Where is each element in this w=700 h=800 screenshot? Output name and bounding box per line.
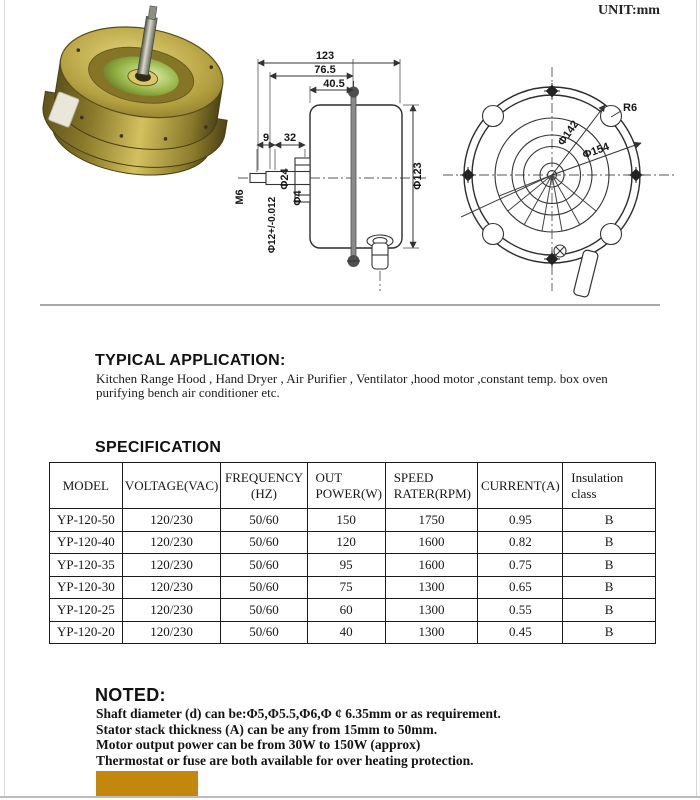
cell-voltage: 120/230 [122,621,221,644]
cell-out-power: 120 [307,531,385,554]
specification-heading: SPECIFICATION [95,439,222,456]
cell-frequency: 50/60 [221,509,307,532]
cable-exit-tab [573,249,599,297]
unit-label: UNIT:mm [598,3,660,18]
cell-frequency: 50/60 [221,531,307,554]
cell-current: 0.95 [478,509,563,532]
col-header-insulation: Insulation class [563,463,656,509]
note-line: Thermostat or fuse are both available for over heating protection. [96,752,474,768]
motor-body-group [35,0,243,187]
footer-color-block [96,771,198,797]
table-row [50,554,656,577]
cell-insulation: B [563,531,656,554]
cell-frequency: 50/60 [221,554,307,577]
dim-9-label: 9 [262,132,270,144]
note-line: Stator stack thickness (A) can be any from 15mm to 50mm. [96,721,438,737]
cell-speed: 1300 [385,576,478,599]
cell-current: 0.82 [478,531,563,554]
cell-current: 0.75 [478,554,563,577]
table-row [50,509,656,532]
note-line: Motor output power can be from 30W to 150W (approx) [96,737,421,752]
col-header-speed: SPEED RATER(RPM) [385,463,478,509]
col-header-current: CURRENT(A) [478,463,563,509]
screw-symbol [554,245,566,257]
cell-current: 0.45 [478,621,563,644]
noted-text [96,706,576,768]
cell-frequency: 50/60 [221,621,307,644]
typical-application-heading: TYPICAL APPLICATION: [95,352,286,369]
label-phi142: Φ142 [555,118,582,148]
motor-product-photo [28,10,258,190]
radial-spokes [461,175,596,231]
dim-40-5-label: 40.5 [323,78,345,90]
cell-model: YP-120-25 [50,599,123,622]
typical-application-line1: Kitchen Range Hood , Hand Dryer , Air Purifier , Ventilator ,hood motor ,constant temp. box oven [96,371,608,386]
typical-application-line2: purifying bench air conditioner etc. [96,384,280,400]
note-line: Shaft diameter (d) can be:Φ5,Φ5.5,Φ6,Φ ¢ 6.35mm or as requirement. [96,706,501,721]
cell-speed: 1300 [385,621,478,644]
cell-insulation: B [563,509,656,532]
typical-application-text [96,372,626,399]
cell-speed: 1600 [385,554,478,577]
col-header-model: MODEL [50,463,123,509]
cell-insulation: B [563,621,656,644]
cell-current: 0.65 [478,576,563,599]
table-row [50,599,656,622]
side-view-drawing [230,45,430,300]
page-bottom-border [0,796,700,798]
cell-insulation: B [563,599,656,622]
front-view-drawing [435,55,700,305]
page-left-border [4,0,5,797]
cell-out-power: 75 [307,576,385,599]
table-row [50,576,656,599]
table-header-row [50,463,656,509]
label-m6: M6 [234,189,246,205]
cell-current: 0.55 [478,599,563,622]
cell-voltage: 120/230 [122,554,221,577]
label-phi24: Φ24 [279,168,291,190]
label-phi154: Φ154 [581,140,611,162]
cell-frequency: 50/60 [221,599,307,622]
dim-phi123-label: Φ123 [412,162,424,190]
label-phi4: Φ4 [292,190,304,206]
cell-frequency: 50/60 [221,576,307,599]
cell-out-power: 150 [307,509,385,532]
section-divider [40,304,660,306]
cell-model: YP-120-40 [50,531,123,554]
dim-76-5-label: 76.5 [314,64,336,76]
cell-model: YP-120-50 [50,509,123,532]
terminal-stud [367,235,393,291]
cell-out-power: 95 [307,554,385,577]
cell-voltage: 120/230 [122,576,221,599]
label-phi12: Φ12+/-0.012 [267,196,278,254]
dim-32-label: 32 [283,132,297,144]
cell-voltage: 120/230 [122,509,221,532]
cell-model: YP-120-30 [50,576,123,599]
cell-voltage: 120/230 [122,531,221,554]
cell-model: YP-120-35 [50,554,123,577]
cell-voltage: 120/230 [122,599,221,622]
noted-heading: NOTED: [95,685,166,705]
dim-123-label: 123 [315,50,335,62]
cell-insulation: B [563,554,656,577]
col-header-out-power: OUT POWER(W) [307,463,385,509]
cell-speed: 1300 [385,599,478,622]
label-r6: R6 [623,102,638,114]
cell-speed: 1600 [385,531,478,554]
mounting-flange [351,97,356,259]
cell-out-power: 60 [307,599,385,622]
table-row [50,531,656,554]
cell-insulation: B [563,576,656,599]
col-header-frequency: FREQUENCY (HZ) [221,463,307,509]
specification-table [49,462,656,644]
col-header-voltage: VOLTAGE(VAC) [122,463,221,509]
table-row [50,621,656,644]
flange-bolt-top [348,87,359,98]
cell-speed: 1750 [385,509,478,532]
cell-model: YP-120-20 [50,621,123,644]
cell-out-power: 40 [307,621,385,644]
